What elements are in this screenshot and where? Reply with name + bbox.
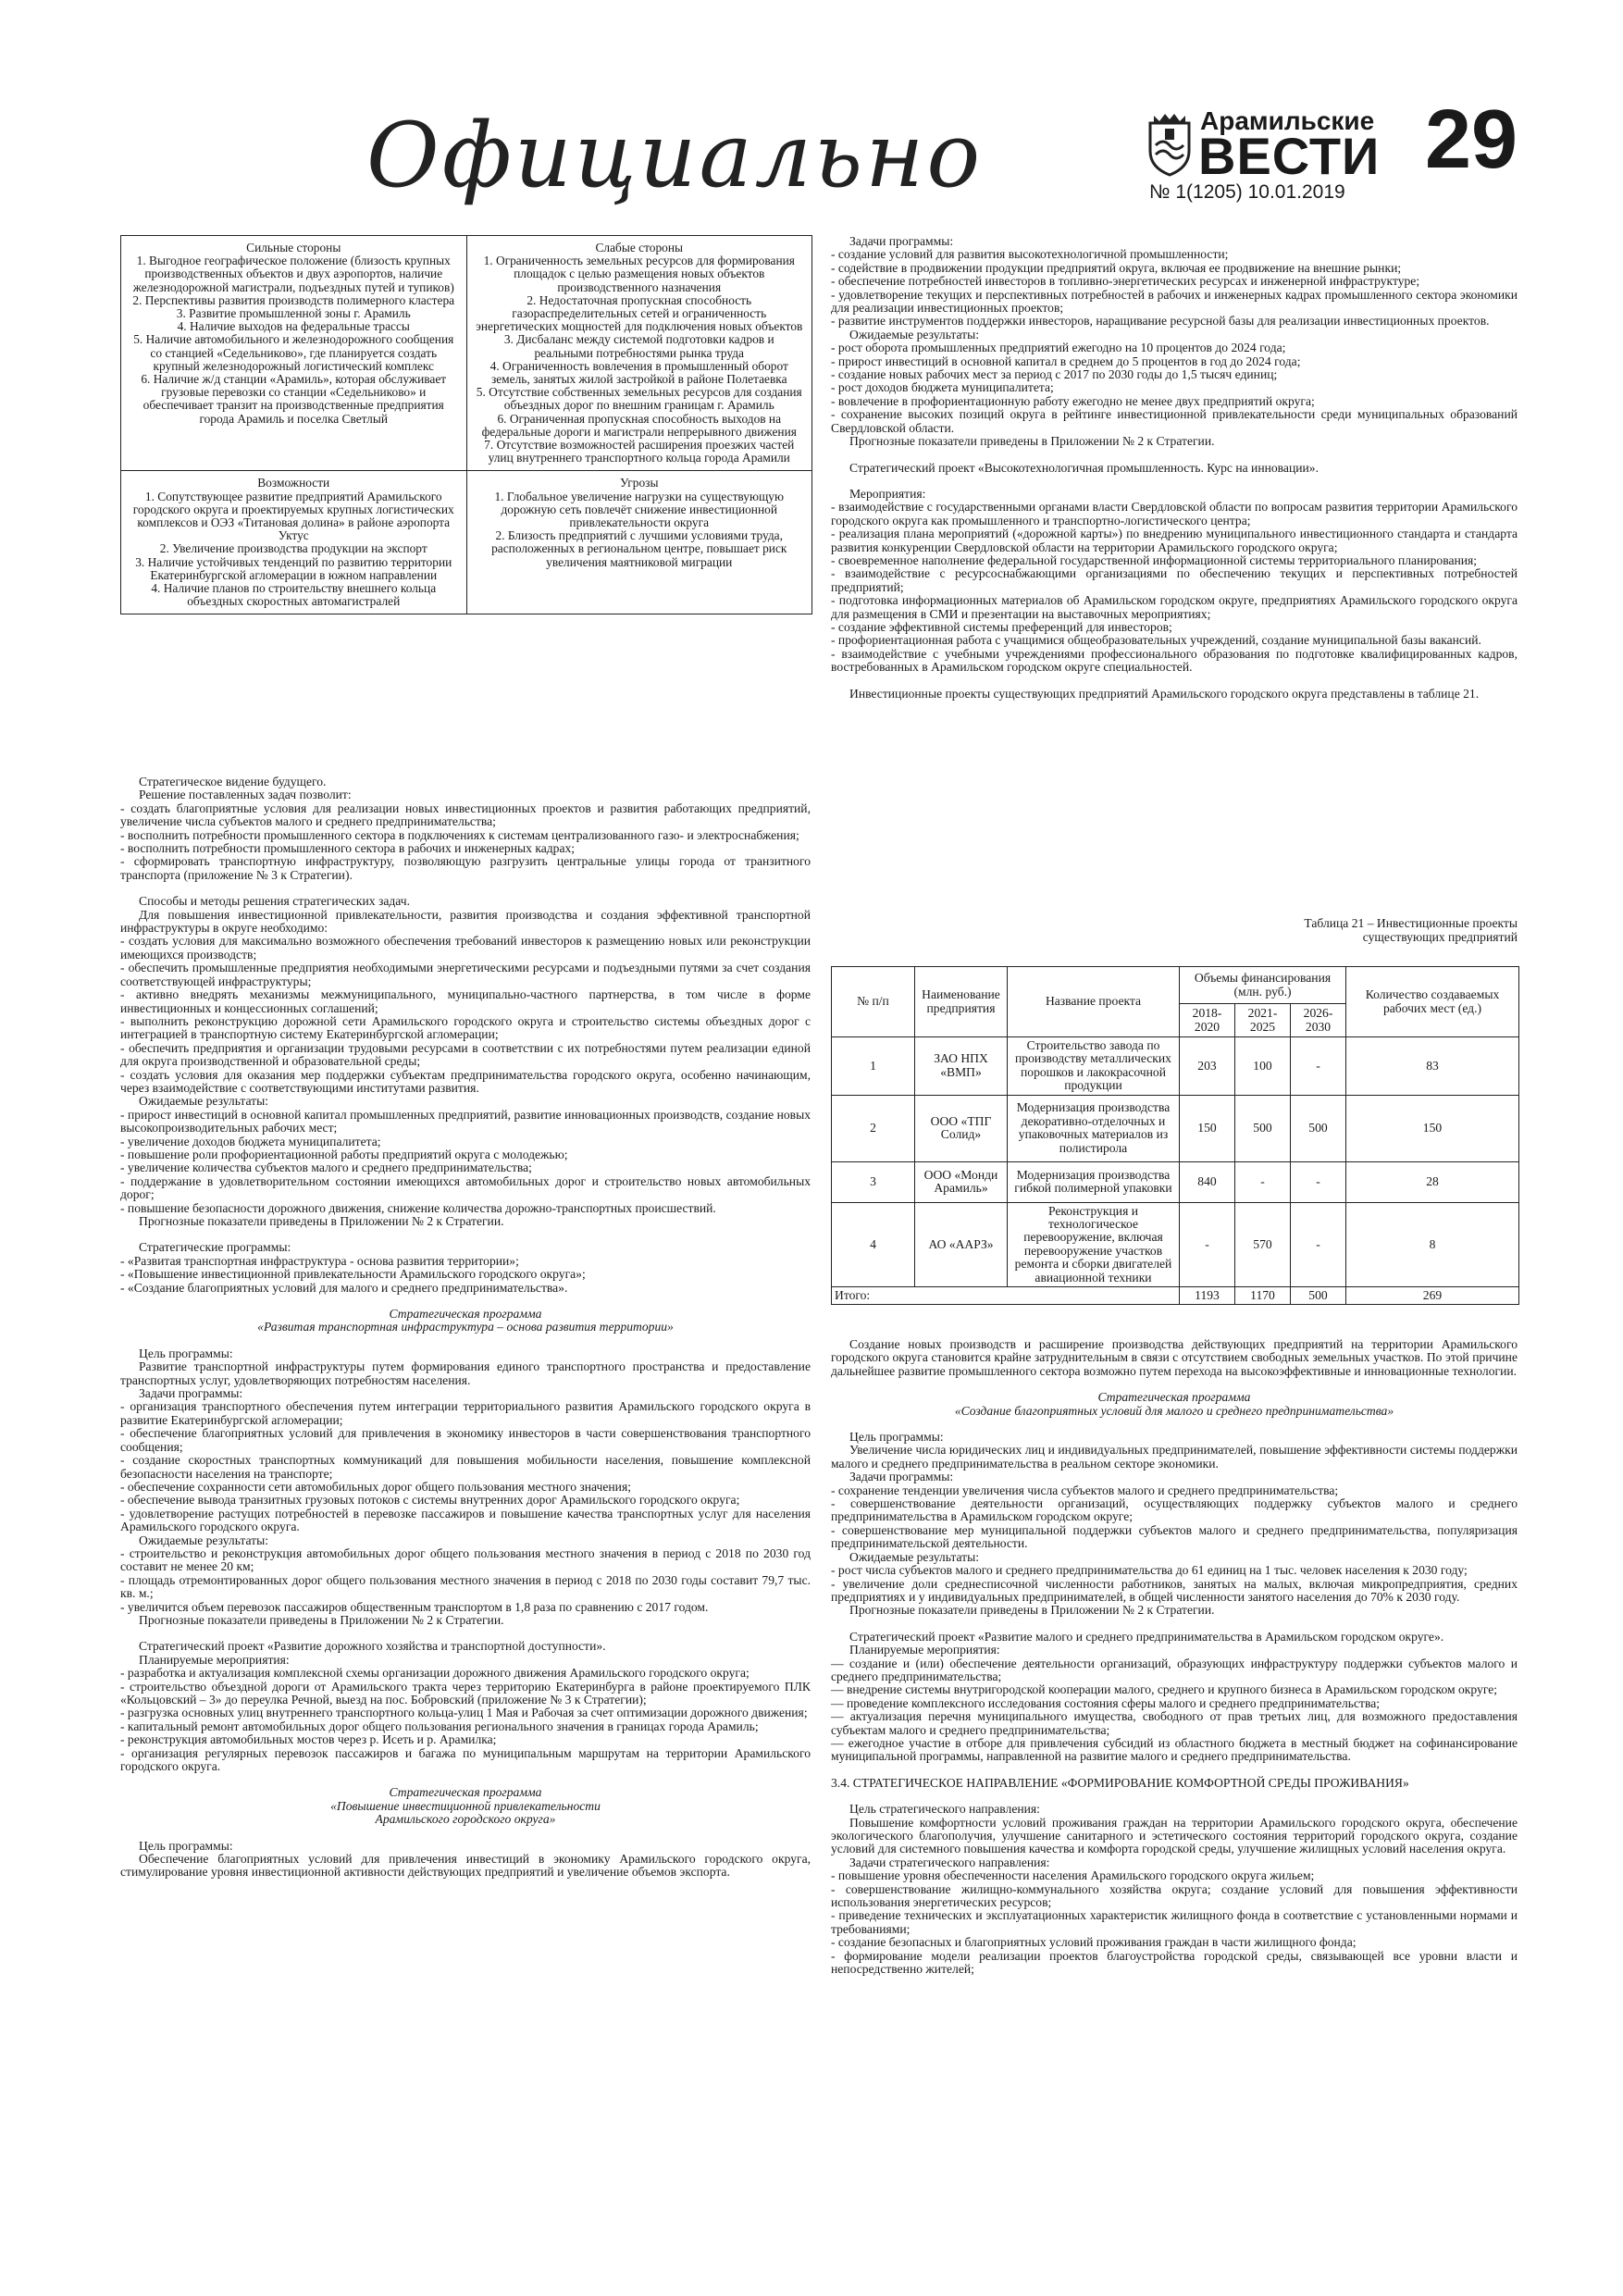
paragraph-gap xyxy=(831,475,1518,488)
paragraph: Ожидаемые результаты: xyxy=(849,1549,980,1564)
swot-item: 1. Глобальное увеличение нагрузки на существующую дорожную сеть повлечёт снижение инвестиционной привлекательности округа xyxy=(494,489,784,530)
table-cell-num: 3 xyxy=(832,1161,915,1202)
swot-list xyxy=(475,254,805,465)
paragraph: - обеспечение сохранности сети автомобильных дорог общего пользования местного значения; xyxy=(120,1479,631,1494)
paragraph: Цель программы: xyxy=(139,1838,233,1853)
total-value: 1193 xyxy=(1180,1287,1235,1305)
paragraph: - «Повышение инвестиционной привлекательности Арамильского городского округа»; xyxy=(120,1267,586,1282)
paragraph-gap xyxy=(831,1618,1518,1631)
paragraph: - капитальный ремонт автомобильных дорог общего пользования регионального значения в границах города Арамиль; xyxy=(120,1719,759,1733)
newspaper-logo xyxy=(1143,106,1381,185)
header-period: 2026-2030 xyxy=(1291,1004,1346,1037)
swot-item: 1. Выгодное географическое положение (близость крупных производственных объектов и двух аэропортов, наличие железнодорожной магистрали, подъездных путей и тупиков) xyxy=(132,254,454,294)
paragraph: - удовлетворение растущих потребностей в перевозке пассажиров и повышение качества транспортных услуг для населения Арамильского городского округа. xyxy=(120,1506,811,1534)
paragraph: «Повышение инвестиционной привлекательности xyxy=(330,1798,601,1813)
swot-item: 2. Перспективы развития производств полимерного кластера xyxy=(132,292,455,307)
paragraph: Развитие транспортной инфраструктуры путем формирования единого транспортного пространства и предоставление транспортных услуг, удовлетворяющих потребностям населения. xyxy=(120,1359,811,1387)
paragraph: Прогнозные показатели приведены в Приложении № 2 к Стратегии. xyxy=(849,434,1215,449)
swot-heading: Сильные стороны xyxy=(246,241,341,254)
paragraph: - выполнить реконструкцию дорожной сети Арамильского городского округа и строительство системы объездных дорог с интеграцией в транспортную систему Екатеринбургской агломерации; xyxy=(120,1013,811,1042)
header-project: Название проекта xyxy=(1008,967,1180,1037)
paragraph: - повышение роли профориентационной работы предприятий округа с молодежью; xyxy=(120,1147,568,1161)
paragraph: - взаимодействие с государственными органами власти Свердловской области по вопросам развития территории Арамильского городского округа как промышленного и транспортно-логистического центра; xyxy=(831,500,1518,527)
table-cell-company: ООО «ТПГ Солид» xyxy=(915,1095,1008,1161)
table-cell-company: ООО «Монди Арамиль» xyxy=(915,1161,1008,1202)
table-cell-v3: - xyxy=(1291,1202,1346,1286)
paragraph: - создание скоростных транспортных коммуникаций для повышения мобильности населения, повышение комплексной безопасности населения на транспорте; xyxy=(120,1453,811,1481)
table-cell-jobs: 83 xyxy=(1346,1037,1519,1096)
paragraph: - рост оборота промышленных предприятий ежегодно на 10 процентов до 2024 года; xyxy=(831,341,1286,355)
table-cell-jobs: 150 xyxy=(1346,1095,1519,1161)
swot-item: 2. Недостаточная пропускная способность газораспределительных сетей и ограниченность энергетических мощностей для подключения новых объектов xyxy=(476,292,803,334)
paragraph: - взаимодействие с учебными учреждениями профессионального образования по подготовке квалифицированных кадров, востребованных в Арамильском городском округе специальностей. xyxy=(831,646,1518,675)
paragraph: — создание и (или) обеспечение деятельности организаций, образующих инфраструктуру поддержки субъектов малого и среднего предпринимательства; xyxy=(831,1656,1518,1683)
swot-item: 4. Наличие планов по строительству внешнего кольца объездных скоростных автомагистралей xyxy=(151,581,437,609)
paragraph: Стратегический проект «Высокотехнологичная промышленность. Курс на инновации». xyxy=(849,460,1319,475)
table-cell-v1: 203 xyxy=(1180,1037,1235,1096)
paragraph-gap xyxy=(120,1773,811,1786)
table-caption-line: Таблица 21 – Инвестиционные проекты xyxy=(1304,916,1518,930)
paragraph: - совершенствование жилищно-коммунального хозяйства округа; создание условий для повышения эффективности использования энергетических ресурсов; xyxy=(831,1881,1518,1910)
paragraph: - подготовка информационных материалов об Арамильском городском округе, предприятиях Арамильского городского округа для размещения в СМИ и презентации на выставочных мероприятиях; xyxy=(831,593,1518,621)
table-cell-project: Модернизация производства гибкой полимерной упаковки xyxy=(1008,1161,1180,1202)
paragraph: - увеличение доходов бюджета муниципалитета; xyxy=(120,1134,381,1148)
paragraph: Задачи программы: xyxy=(139,1386,243,1401)
paragraph: Цель программы: xyxy=(849,1430,944,1445)
paragraph: Стратегическая программа xyxy=(1097,1390,1251,1405)
paragraph: - создание условий для развития высокотехнологичной промышленности; xyxy=(831,247,1229,262)
paragraph: Мероприятия: xyxy=(849,486,926,501)
paragraph: - взаимодействие с ресурсоснабжающими организациями по обеспечению текущих и перспективных потребностей предприятий; xyxy=(831,566,1518,594)
paragraph: - организация регулярных перевозок пассажиров и багажа по муниципальным маршрутам на территории Арамильского городского округа. xyxy=(120,1745,811,1774)
paragraph: Цель стратегического направления: xyxy=(849,1802,1040,1817)
paragraph: — проведение комплексного исследования состояния сферы малого и среднего предпринимательства; xyxy=(831,1695,1381,1710)
paragraph: - рост доходов бюджета муниципалитета; xyxy=(831,380,1054,395)
table-cell-jobs: 8 xyxy=(1346,1202,1519,1286)
page-number: 29 xyxy=(1425,93,1518,186)
paragraph: - обеспечить предприятия и организации трудовыми ресурсами в соответствии с их потребностями путем реализации единой для округа производственной и образовательной среды; xyxy=(120,1040,811,1069)
swot-item: 2. Увеличение производства продукции на экспорт xyxy=(159,541,427,556)
paragraph: - поддержание в удовлетворительном состоянии имеющихся автомобильных дорог и строительство новых автомобильных дорог; xyxy=(120,1173,811,1202)
paragraph: - организация транспортного обеспечения путем интеграции территориального развития Арамильского городского округа в развитие Екатеринбургской агломерации; xyxy=(120,1399,811,1427)
paragraph: Обеспечение благоприятных условий для привлечения инвестиций в экономику Арамильского городского округа, стимулирование уровня инвестиционной активности действующих предприятий и увеличение объемов экспорта. xyxy=(120,1852,811,1880)
total-value: 500 xyxy=(1291,1287,1346,1305)
paragraph: «Развитая транспортная инфраструктура – основа развития территории» xyxy=(257,1320,674,1334)
table-cell-company: ЗАО НПХ «ВМП» xyxy=(915,1037,1008,1096)
paragraph: Ожидаемые результаты: xyxy=(139,1094,269,1109)
table-cell-company: АО «ААРЗ» xyxy=(915,1202,1008,1286)
header-period: 2018-2020 xyxy=(1180,1004,1235,1037)
paragraph: - приведение технических и эксплуатационных характеристик жилищного фонда в соответствие с установленными нормами и требованиями; xyxy=(831,1908,1518,1936)
paragraph-gap xyxy=(120,1827,811,1840)
table-cell-v1: - xyxy=(1180,1202,1235,1286)
swot-item: 1. Ограниченность земельных ресурсов для формирования площадок с целью размещения новых объектов производственного назначения xyxy=(483,254,795,294)
paragraph: Стратегическая программа xyxy=(389,1785,542,1800)
table-row xyxy=(832,1202,1519,1286)
swot-item: 6. Ограниченная пропускная способность выходов на федеральные дороги и магистрали непрерывного движения xyxy=(481,411,797,439)
paragraph: - совершенствование деятельности организаций, осуществляющих поддержку субъектов малого и среднего предпринимательства в Арамильском городском округе; xyxy=(831,1496,1518,1524)
paragraph: - восполнить потребности промышленного сектора в подключениях к системам централизованного газо- и электроснабжения; xyxy=(120,827,799,842)
paragraph-gap xyxy=(120,1627,811,1640)
swot-item: 4. Наличие выходов на федеральные трассы xyxy=(177,319,410,334)
swot-item: 5. Отсутствие собственных земельных ресурсов для создания объездных дорог по внешним границам г. Арамиль xyxy=(476,385,802,413)
header-jobs: Количество создаваемых рабочих мест (ед.) xyxy=(1346,967,1519,1037)
logo-main-text: ВЕСТИ xyxy=(1198,127,1381,185)
swot-item: 6. Наличие ж/д станции «Арамиль», которая обслуживает грузовые перевозки со станции «Седельниково» и обеспечивает транзит на производственные предприятия города Арамиль и поселка Светлый xyxy=(141,372,447,426)
paragraph-gap xyxy=(831,1378,1518,1391)
paragraph-gap xyxy=(831,675,1518,688)
paragraph: - сформировать транспортную инфраструктуру, позволяющую разгрузить центральные улицы города от транзитного транспорта (приложение № 3 к Стратегии). xyxy=(120,854,811,882)
swot-item: 5. Наличие автомобильного и железнодорожного сообщения со станцией «Седельниково», где планируется создать крупный железнодорожный логистический комплекс xyxy=(133,332,454,373)
table-row xyxy=(832,1095,1519,1161)
paragraph: Планируемые мероприятия: xyxy=(849,1643,1000,1657)
swot-opportunities xyxy=(121,471,467,614)
table-cell-v2: 100 xyxy=(1235,1037,1291,1096)
paragraph: Ожидаемые результаты: xyxy=(849,327,980,341)
paragraph: - активно внедрять механизмы межмуниципального, муниципально-частного партнерства, в том числе в форме инвестиционных и концессионных соглашений; xyxy=(120,987,811,1015)
paragraph: - развитие инструментов поддержки инвесторов, наращивание ресурсной базы для реализации инвестиционных проектов. xyxy=(831,314,1490,329)
paragraph: Увеличение числа юридических лиц и индивидуальных предпринимателей, повышение эффективности системы поддержки малого и среднего предпринимательства в реальном секторе экономики. xyxy=(831,1443,1518,1471)
paragraph: Планируемые мероприятия: xyxy=(139,1652,290,1667)
paragraph-gap xyxy=(120,882,811,895)
paragraph: Стратегический проект «Развитие малого и среднего предпринимательства в Арамильском городском округе». xyxy=(849,1629,1444,1644)
swot-heading: Возможности xyxy=(257,476,330,490)
paragraph: Задачи стратегического направления: xyxy=(849,1855,1050,1869)
swot-list xyxy=(475,490,805,569)
table-cell-project: Строительство завода по производству металлических порошков и лакокрасочной продукции xyxy=(1008,1037,1180,1096)
paragraph: - вовлечение в профориентационную работу ежегодно не менее двух предприятий округа; xyxy=(831,393,1315,408)
paragraph: - сохранение тенденции увеличения числа субъектов малого и среднего предпринимательства; xyxy=(831,1483,1339,1497)
total-label: Итого: xyxy=(832,1287,1180,1305)
table-cell-v3: - xyxy=(1291,1037,1346,1096)
paragraph: - создание эффективной системы преференций для инвесторов; xyxy=(831,619,1172,634)
table-cell-v2: 500 xyxy=(1235,1095,1291,1161)
table-row xyxy=(832,1037,1519,1096)
header-company: Наименование предприятия xyxy=(915,967,1008,1037)
table-caption-line: существующих предприятий xyxy=(1362,930,1518,944)
paragraph: Стратегические программы: xyxy=(139,1240,291,1255)
paragraph: - создать условия для оказания мер поддержки субъектам предпринимательства городского округа, особенно начинающим, через взаимодействие с соответствующими институтами развития. xyxy=(120,1067,811,1095)
paragraph: - создать условия для максимально возможного обеспечения требований инвесторов к размещению новых или реконструкции имеющихся производств; xyxy=(120,934,811,962)
paragraph: «Создание благоприятных условий для малого и среднего предпринимательства» xyxy=(954,1403,1394,1418)
paragraph: Стратегическая программа xyxy=(389,1307,542,1322)
paragraph: - профориентационная работа с учащимися общеобразовательных учреждений, создание муниципальной базы вакансий. xyxy=(831,633,1481,648)
table-caption xyxy=(1203,916,1518,944)
paragraph: - обеспечение благоприятных условий для привлечения в экономику инвесторов в части совершенствования транспортного сообщения; xyxy=(120,1426,811,1454)
table-cell-project: Реконструкция и технологическое перевооружение, включая перевооружение участков ремонта и сборки двигателей авиационной техники xyxy=(1008,1202,1180,1286)
table-cell-v2: - xyxy=(1235,1161,1291,1202)
table-cell-v2: 570 xyxy=(1235,1202,1291,1286)
paragraph: Прогнозные показатели приведены в Приложении № 2 к Стратегии. xyxy=(139,1214,504,1228)
paragraph: — ежегодное участие в отборе для привлечения субсидий из областного бюджета в местный бюджет на софинансирование муниципальной программы, направленной на развитие малого и среднего предпринимательства. xyxy=(831,1735,1518,1764)
paragraph: - увеличится объем перевозок пассажиров общественным транспортом в 1,8 раза по сравнению с 2017 годом. xyxy=(120,1599,709,1614)
paragraph: Инвестиционные проекты существующих предприятий Арамильского городского округа представлены в таблице 21. xyxy=(849,686,1480,701)
swot-list xyxy=(129,490,459,609)
paragraph: - создание новых рабочих мест за период с 2017 по 2030 годы до 1,5 тысяч единиц; xyxy=(831,367,1278,382)
paragraph: - прирост инвестиций в основной капитал в среднем до 5 процентов в год до 2024 года; xyxy=(831,354,1301,368)
investment-projects-table xyxy=(831,966,1519,1305)
paragraph: - реализация плана мероприятий («дорожной карты») по внедрению муниципального инвестиционного стандарта и стандарта развития конкуренции Свердловской области на территории Арамильского городского округа; xyxy=(831,527,1518,554)
paragraph: - своевременное наполнение федеральной государственной информационной системы территориального планирования; xyxy=(831,552,1478,567)
swot-heading: Слабые стороны xyxy=(595,241,684,254)
paragraph: Цель программы: xyxy=(139,1346,233,1360)
paragraph: - прирост инвестиций в основной капитал промышленных предприятий, развитие инновационных производств, создание новых высокопроизводительных рабочих мест; xyxy=(120,1107,811,1136)
header-funding: Объемы финансирования (млн. руб.) xyxy=(1180,967,1346,1004)
paragraph-gap xyxy=(831,1418,1518,1431)
total-value: 269 xyxy=(1346,1287,1519,1305)
paragraph: - строительство и реконструкция автомобильных дорог общего пользования местного значения в период с 2018 по 2030 год составит не менее 20 км; xyxy=(120,1545,811,1574)
header-num: № п/п xyxy=(832,967,915,1037)
total-value: 1170 xyxy=(1235,1287,1291,1305)
paragraph: - обеспечение вывода транзитных грузовых потоков с системы внутренних дорог Арамильского городского округа; xyxy=(120,1493,740,1508)
paragraph: - разработка и актуализация комплексной схемы организации дорожного движения Арамильского городского округа; xyxy=(120,1666,750,1681)
paragraph: - создать благоприятные условия для реализации новых инвестиционных проектов и развития работающих предприятий, увеличение числа субъектов малого и среднего предпринимательства; xyxy=(120,800,811,829)
paragraph: Прогнозные показатели приведены в Приложении № 2 к Стратегии. xyxy=(849,1603,1215,1618)
paragraph: - «Развитая транспортная инфраструктура - основа развития территории»; xyxy=(120,1253,519,1268)
table-cell-num: 2 xyxy=(832,1095,915,1161)
table-total-row xyxy=(832,1287,1519,1305)
swot-threats xyxy=(466,471,812,614)
table-cell-v1: 150 xyxy=(1180,1095,1235,1161)
paragraph: - площадь отремонтированных дорог общего пользования местного значения в период с 2018 по 2030 годы составит 79,7 тыс. кв. м.; xyxy=(120,1572,811,1601)
swot-list xyxy=(129,254,459,426)
paragraph: - обеспечить промышленные предприятия необходимыми энергетическими ресурсами и подъездными путями за счет создания соответствующей инфраструктуры; xyxy=(120,961,811,988)
paragraph: - реконструкция автомобильных мостов через р. Исеть и р. Арамилка; xyxy=(120,1732,497,1747)
table-row xyxy=(832,1161,1519,1202)
paragraph: - обеспечение потребностей инвесторов в топливно-энергетических ресурсах и инженерной инфраструктуре; xyxy=(831,274,1420,289)
table-cell-project: Модернизация производства декоративно-отделочных и упаковочных материалов из полистирола xyxy=(1008,1095,1180,1161)
left-column-text xyxy=(120,776,811,1880)
paragraph: — внедрение системы внутригородской кооперации малого, среднего и крупного бизнеса в Арамильском городском округе; xyxy=(831,1682,1498,1697)
section-title: Официально xyxy=(366,104,984,207)
paragraph: - увеличение количества субъектов малого и среднего предпринимательства; xyxy=(120,1160,532,1175)
paragraph-gap xyxy=(120,1228,811,1241)
logo-top-text: Арамильские xyxy=(1200,106,1375,135)
paragraph: - удовлетворение текущих и перспективных потребностей в рабочих и инженерных кадрах промышленного сектора экономики для реализации инвестиционных проектов; xyxy=(831,287,1518,316)
paragraph: - содействие в продвижении продукции предприятий округа, включая ее продвижение на внешние рынки; xyxy=(831,260,1402,275)
swot-item: 4. Ограниченность вовлечения в промышленный оборот земель, занятых жилой застройкой в районе Полетаевка xyxy=(489,358,788,387)
swot-item: 2. Близость предприятий с лучшими условиями труда, расположенных в региональном центре, повышает риск увеличения маятниковой миграции xyxy=(491,528,787,569)
paragraph: - разгрузка основных улиц внутреннего транспортного кольца-улиц 1 Мая и Рабочая за счет оптимизации дорожного движения; xyxy=(120,1706,808,1720)
swot-strengths xyxy=(121,236,467,471)
issue-date: № 1(1205) 10.01.2019 xyxy=(1149,181,1345,203)
paragraph-gap xyxy=(831,449,1518,462)
paragraph: - рост числа субъектов малого и среднего предпринимательства до 61 единиц на 1 тыс. человек населения к 2030 году; xyxy=(831,1563,1468,1578)
paragraph: - строительство объездной дороги от Арамильского тракта через территорию Екатеринбурга в районе проектируемого ПЛК «Кольцовский – 3» до переулка Речной, выезд на пос. Бобровский (приложение № 3 к Стратегии); xyxy=(120,1679,811,1706)
paragraph: Повышение комфортности условий проживания граждан на территории Арамильского городского округа, обеспечение экологического благополучия, улучшение санитарного и эстетического состояния территорий городского округа, создание условий для системного повышения качества и комфорта городской среды, улучшение жилищных условий населения округа. xyxy=(831,1815,1518,1856)
coat-of-arms-icon xyxy=(1143,110,1196,177)
paragraph: Прогнозные показатели приведены в Приложении № 2 к Стратегии. xyxy=(139,1612,504,1627)
swot-item: 7. Отсутствие возможностей расширения проезжих частей улиц внутреннего транспортного кольца города Арамили xyxy=(484,438,795,465)
paragraph: Арамильского городского округа» xyxy=(375,1812,556,1827)
paragraph: Ожидаемые результаты: xyxy=(139,1533,269,1547)
right-column-text xyxy=(831,235,1518,701)
swot-item: 3. Дисбаланс между системой подготовки кадров и реальными потребностями рынка труда xyxy=(503,332,774,360)
swot-heading: Угрозы xyxy=(620,476,659,490)
table-cell-num: 4 xyxy=(832,1202,915,1286)
paragraph: - повышение безопасности дорожного движения, снижение количества дорожно-транспортных происшествий. xyxy=(120,1200,716,1215)
table-cell-v3: 500 xyxy=(1291,1095,1346,1161)
swot-weaknesses xyxy=(466,236,812,471)
swot-item: 3. Наличие устойчивых тенденций по развитию территории Екатеринбургской агломерации в южном направлении xyxy=(135,554,452,582)
paragraph: Создание новых производств и расширение производства действующих предприятий на территории Арамильского городского округа становится крайне затруднительным в связи с отсутствием свободных земельных участков. По этой причине дальнейшее развитие промышленного сектора возможно путем перехода на высокоэффективные и инновационные технологии. xyxy=(831,1337,1518,1378)
paragraph: - «Создание благоприятных условий для малого и среднего предпринимательства». xyxy=(120,1280,568,1295)
paragraph: Задачи программы: xyxy=(849,1470,954,1484)
paragraph: - создание безопасных и благоприятных условий проживания граждан в части жилищного фонда; xyxy=(831,1935,1357,1950)
right-column-lower-text xyxy=(831,1338,1518,1976)
swot-item: 1. Сопутствующее развитие предприятий Арамильского городского округа и проектируемых крупных логистических комплексов и ОЭЗ «Титановая долина» в районе аэропорта Уктус xyxy=(132,489,454,543)
paragraph: - сохранение высоких позиций округа в рейтинге инвестиционной привлекательности среди муниципальных образований Свердловской области. xyxy=(831,407,1518,435)
paragraph: Решение поставленных задач позволит: xyxy=(139,788,352,802)
table-cell-v3: - xyxy=(1291,1161,1346,1202)
swot-item: 3. Развитие промышленной зоны г. Арамиль xyxy=(176,306,411,321)
paragraph: Для повышения инвестиционной привлекательности, развития производства и создания эффективной транспортной инфраструктуры в округе необходимо: xyxy=(120,907,811,936)
paragraph: — актуализация перечня муниципального имущества, свободного от прав третьих лиц, для возможного предоставления субъектам малого и среднего предпринимательства; xyxy=(831,1709,1518,1737)
paragraph-gap xyxy=(831,1790,1518,1803)
table-cell-num: 1 xyxy=(832,1037,915,1096)
header-period: 2021-2025 xyxy=(1235,1004,1291,1037)
paragraph-gap xyxy=(831,1764,1518,1777)
paragraph: Способы и методы решения стратегических задач. xyxy=(139,894,411,909)
paragraph: 3.4. СТРАТЕГИЧЕСКОЕ НАПРАВЛЕНИЕ «ФОРМИРОВАНИЕ КОМФОРТНОЙ СРЕДЫ ПРОЖИВАНИЯ» xyxy=(831,1775,1409,1790)
table-cell-v1: 840 xyxy=(1180,1161,1235,1202)
paragraph: Задачи программы: xyxy=(849,234,954,248)
paragraph-gap xyxy=(120,1295,811,1308)
paragraph: - увеличение доли среднесписочной численности работников, занятых на малых, включая микропредприятия, средних предприятиях и у индивидуальных предпринимателей, в общей численности занятого населения до 70% к 2030 году. xyxy=(831,1576,1518,1604)
paragraph: Стратегический проект «Развитие дорожного хозяйства и транспортной доступности». xyxy=(139,1639,606,1654)
swot-table xyxy=(120,235,812,614)
paragraph: - восполнить потребности промышленного сектора в рабочих и инженерных кадрах; xyxy=(120,841,576,856)
paragraph: - совершенствование мер муниципальной поддержки субъектов малого и среднего предпринимательства, популяризация предпринимательской деятельности. xyxy=(831,1522,1518,1551)
paragraph-gap xyxy=(120,1334,811,1347)
table-cell-jobs: 28 xyxy=(1346,1161,1519,1202)
paragraph: - формирование модели реализации проектов благоустройства городской среды, связывающей все уровни власти и непосредственно жителей; xyxy=(831,1948,1518,1977)
paragraph: - повышение уровня обеспеченности населения Арамильского городского округа жильем; xyxy=(831,1868,1315,1883)
paragraph: Стратегическое видение будущего. xyxy=(139,775,327,788)
